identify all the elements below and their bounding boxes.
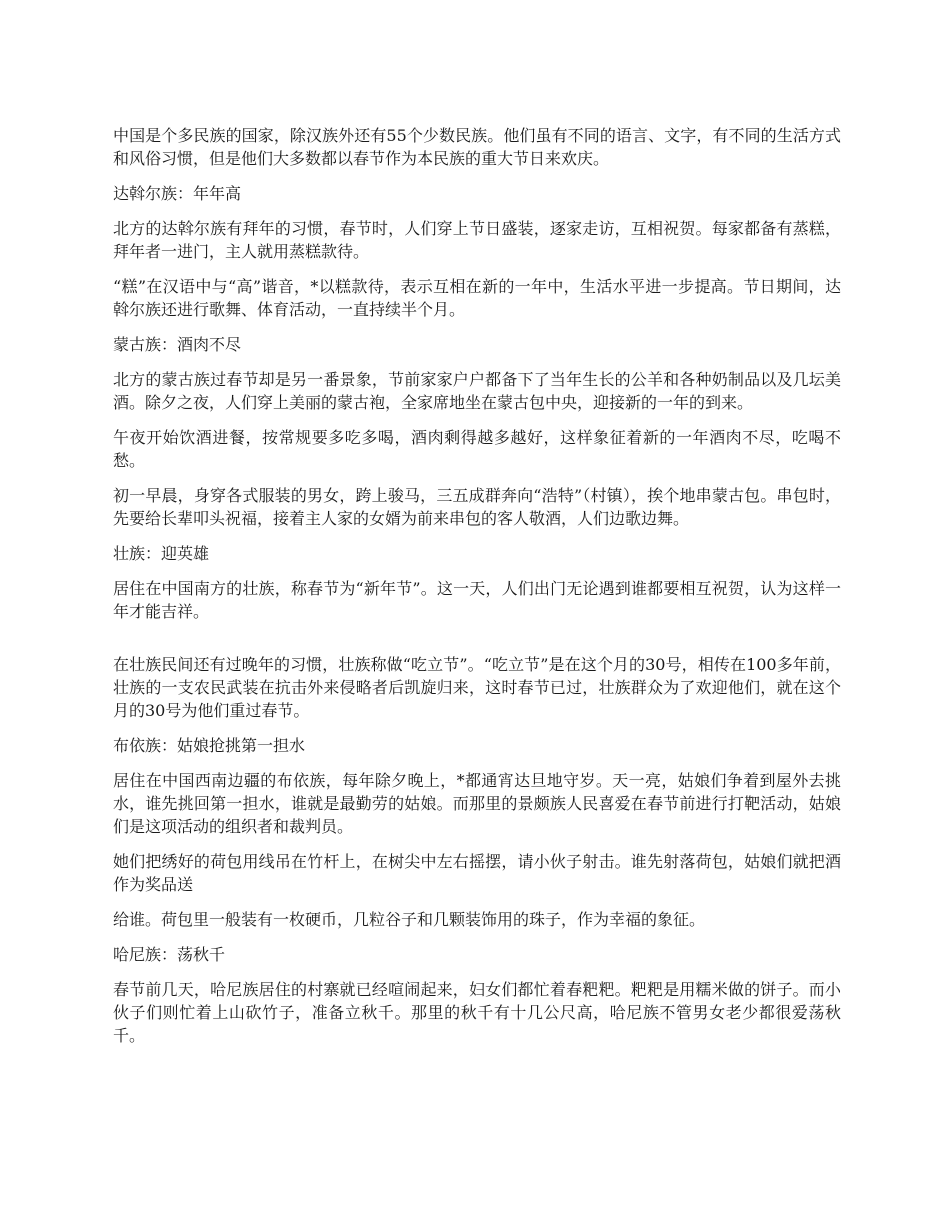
intro-paragraph: 中国是个多民族的国家，除汉族外还有55个少数民族。他们虽有不同的语言、文字，有不同的生活方式和风俗习惯，但是他们大多数都以春节作为本民族的重大节日来欢庆。	[113, 126, 841, 168]
paragraph: 午夜开始饮酒进餐，按常规要多吃多喝，酒肉剩得越多越好，这样象征着新的一年酒肉不尽，吃喝不愁。	[113, 428, 841, 470]
document-body	[113, 124, 841, 1059]
paragraph: 在壮族民间还有过晚年的习惯，壮族称做“吃立节”。“吃立节”是在这个月的30号，相传在100多年前，壮族的一支农民武装在抗击外来侵略者后凯旋归来，这时春节已过，壮族群众为了欢迎他们，就在这个月的30号为他们重过春节。	[113, 655, 841, 720]
section-heading-mongol: 蒙古族：酒肉不尽	[113, 335, 242, 354]
paragraph: 北方的达斡尔族有拜年的习惯，春节时，人们穿上节日盛装，逐家走访，互相祝贺。每家都备有蒸糕，拜年者一进门，主人就用蒸糕款待。	[113, 219, 841, 261]
paragraph: 北方的蒙古族过春节却是另一番景象，节前家家户户都备下了当年生长的公羊和各种奶制品以及几坛美酒。除夕之夜，人们穿上美丽的蒙古袍，全家席地坐在蒙古包中央，迎接新的一年的到来。	[113, 370, 841, 412]
paragraph: 居住在中国西南边疆的布依族，每年除夕晚上，*都通宵达旦地守岁。天一亮，姑娘们争着到屋外去挑水，谁先挑回第一担水，谁就是最勤劳的姑娘。而那里的景颇族人民喜爱在春节前进行打靶活动，姑娘们是这项活动的组织者和裁判员。	[113, 771, 841, 836]
paragraph: 春节前几天，哈尼族居住的村寨就已经喧闹起来，妇女们都忙着春粑粑。粑粑是用糯米做的饼子。而小伙子们则忙着上山砍竹子，准备立秋千。那里的秋千有十几公尺高，哈尼族不管男女老少都很爱荡秋千。	[113, 980, 841, 1045]
section-heading-hani: 哈尼族：荡秋千	[113, 945, 226, 964]
paragraph: 她们把绣好的荷包用线吊在竹杆上，在树尖中左右摇摆，请小伙子射击。谁先射落荷包，姑娘们就把酒作为奖品送	[113, 852, 841, 894]
paragraph: 初一早晨，身穿各式服装的男女，跨上骏马，三五成群奔向“浩特”（村镇），挨个地串蒙古包。串包时，先要给长辈叩头祝福，接着主人家的女婿为前来串包的客人敬酒，人们边歌边舞。	[113, 486, 841, 528]
section-heading-buyei: 布依族：姑娘抢挑第一担水	[113, 736, 306, 755]
section-heading-zhuang: 壮族：迎英雄	[113, 544, 210, 563]
paragraph: 给谁。荷包里一般装有一枚硬币，几粒谷子和几颗装饰用的珠子，作为幸福的象征。	[113, 910, 706, 929]
section-heading-daur: 达斡尔族：年年高	[113, 184, 242, 203]
paragraph: 居住在中国南方的壮族，称春节为“新年节”。这一天，人们出门无论遇到谁都要相互祝贺，认为这样一年才能吉祥。	[113, 579, 841, 621]
paragraph: “糕”在汉语中与“高”谐音，*以糕款待，表示互相在新的一年中，生活水平进一步提高。节日期间，达斡尔族还进行歌舞、体育活动，一直持续半个月。	[113, 277, 841, 319]
